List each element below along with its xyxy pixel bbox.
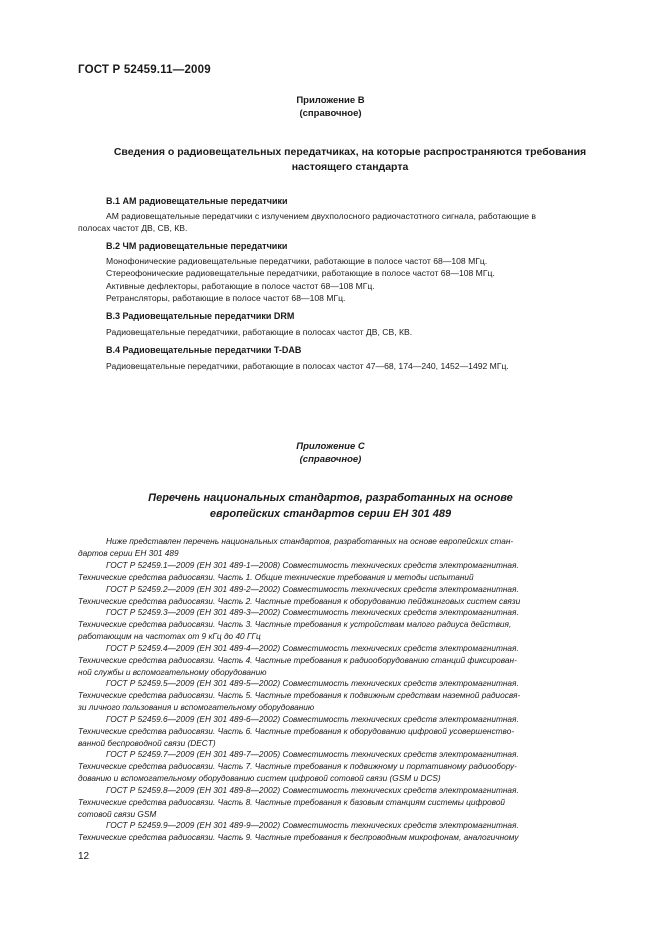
- section-b2-line: Монофонические радиовещательные передатчики, работающие в полосе частот 68—108 МГц.: [106, 256, 488, 266]
- body-line: Технические средства радиосвязи. Часть 7. Частные требования к подвижному и портативному радиообору-: [78, 761, 517, 771]
- appendix-c-subtitle: (справочное): [299, 454, 362, 465]
- appendix-c-heading-line-1: Перечень национальных стандартов, разработанных на основе: [148, 492, 513, 504]
- section-b4-line: Радиовещательные передатчики, работающие в полосах частот 47—68, 174—240, 1452—1492 МГц.: [106, 361, 509, 371]
- body-line: работающим на частотах от 9 кГц до 40 ГГц: [78, 631, 261, 641]
- body-line: Технические средства радиосвязи. Часть 2. Частные требования к оборудованию пейджинговых систем связи: [78, 596, 521, 606]
- section-b2-heading: В.2 ЧМ радиовещательные передатчики: [106, 241, 288, 251]
- section-b2-line: Ретрансляторы, работающие в полосе частот 68—108 МГц.: [106, 293, 346, 303]
- body-line: ГОСТ Р 52459.6—2009 (ЕН 301 489-6—2002) Совместимость технических средств электромагнитная.: [106, 714, 519, 724]
- appendix-c-heading-line-2: европейских стандартов серии ЕН 301 489: [209, 508, 452, 520]
- body-line: ГОСТ Р 52459.9—2009 (ЕН 301 489-9—2002) Совместимость технических средств электромагнитная.: [106, 820, 519, 830]
- appendix-c-title: Приложение С: [296, 441, 365, 452]
- body-line: ной службы и вспомогательному оборудованию: [78, 667, 267, 677]
- appendix-b-title: Приложение В: [296, 95, 365, 106]
- appendix-b-heading-line-1: Сведения о радиовещательных передатчиках, на которые распространяются требования: [113, 146, 587, 158]
- body-line: ГОСТ Р 52459.5—2009 (ЕН 301 489-5—2002) Совместимость технических средств электромагнитная.: [106, 678, 519, 688]
- section-b3-heading: В.3 Радиовещательные передатчики DRM: [106, 311, 295, 321]
- section-b2-line: Активные дефлекторы, работающие в полосе частот 68—108 МГц.: [106, 281, 375, 291]
- body-line: ГОСТ Р 52459.4—2009 (ЕН 301 489-4—2002) Совместимость технических средств электромагнитная.: [106, 643, 519, 653]
- body-line: Технические средства радиосвязи. Часть 8. Частные требования к базовым станциям системы цифровой: [78, 797, 506, 807]
- section-b4-heading: В.4 Радиовещательные передатчики T-DAB: [106, 345, 302, 355]
- appendix-b-heading-line-2: настоящего стандарта: [291, 161, 409, 173]
- section-b1-line: АМ радиовещательные передатчики с излучением двухполосного радиочастотного сигнала, работающие в: [106, 211, 536, 221]
- appendix-b-subtitle: (справочное): [299, 108, 362, 119]
- body-line: ГОСТ Р 52459.2—2009 (ЕН 301 489-2—2002) Совместимость технических средств электромагнитная.: [106, 584, 519, 594]
- body-line: ГОСТ Р 52459.8—2009 (ЕН 301 489-8—2002) Совместимость технических средств электромагнитная.: [106, 785, 519, 795]
- document-id: ГОСТ Р 52459.11—2009: [78, 64, 211, 76]
- body-line: Технические средства радиосвязи. Часть 9. Частные требования к беспроводным микрофонам, аналогичному: [78, 832, 519, 842]
- body-line: Технические средства радиосвязи. Часть 6. Частные требования к оборудованию цифровой усовершенство-: [78, 726, 515, 736]
- body-line: ГОСТ Р 52459.7—2009 (ЕН 301 489-7—2005) Совместимость технических средств электромагнитная.: [106, 749, 519, 759]
- section-b3-line: Радиовещательные передатчики, работающие в полосах частот ДВ, СВ, КВ.: [106, 327, 413, 337]
- body-line: ГОСТ Р 52459.1—2009 (ЕН 301 489-1—2008) Совместимость технических средств электромагнитная.: [106, 560, 519, 570]
- body-line: сотовой связи GSM: [78, 809, 157, 819]
- section-b1-line: полосах частот ДВ, СВ, КВ.: [78, 223, 188, 233]
- body-line: ГОСТ Р 52459.3—2009 (ЕН 301 489-3—2002) Совместимость технических средств электромагнитная.: [106, 607, 519, 617]
- body-line: Технические средства радиосвязи. Часть 4. Частные требования к радиооборудованию станций фиксирован-: [78, 655, 517, 665]
- body-line: зи личного пользования и вспомогательному оборудованию: [78, 702, 315, 712]
- section-b2-line: Стереофонические радиовещательные передатчики, работающие в полосе частот 68—108 МГц.: [106, 268, 495, 278]
- page-number: 12: [78, 851, 90, 862]
- body-line: Технические средства радиосвязи. Часть 3. Частные требования к устройствам малого радиуса действия,: [78, 619, 512, 629]
- body-line: ванной беспроводной связи (DECT): [78, 738, 216, 748]
- body-line: Технические средства радиосвязи. Часть 1. Общие технические требования и методы испытаний: [78, 572, 474, 582]
- section-b1-heading: В.1 АМ радиовещательные передатчики: [106, 196, 288, 206]
- body-line: дартов серии ЕН 301 489: [78, 548, 179, 558]
- body-line: Технические средства радиосвязи. Часть 5. Частные требования к подвижным средствам наземной радиосвя-: [78, 690, 521, 700]
- body-line: Ниже представлен перечень национальных стандартов, разработанных на основе европейских стан-: [106, 536, 514, 546]
- body-line: дованию и вспомогательному оборудованию систем цифровой сотовой связи (GSM и DCS): [78, 773, 441, 783]
